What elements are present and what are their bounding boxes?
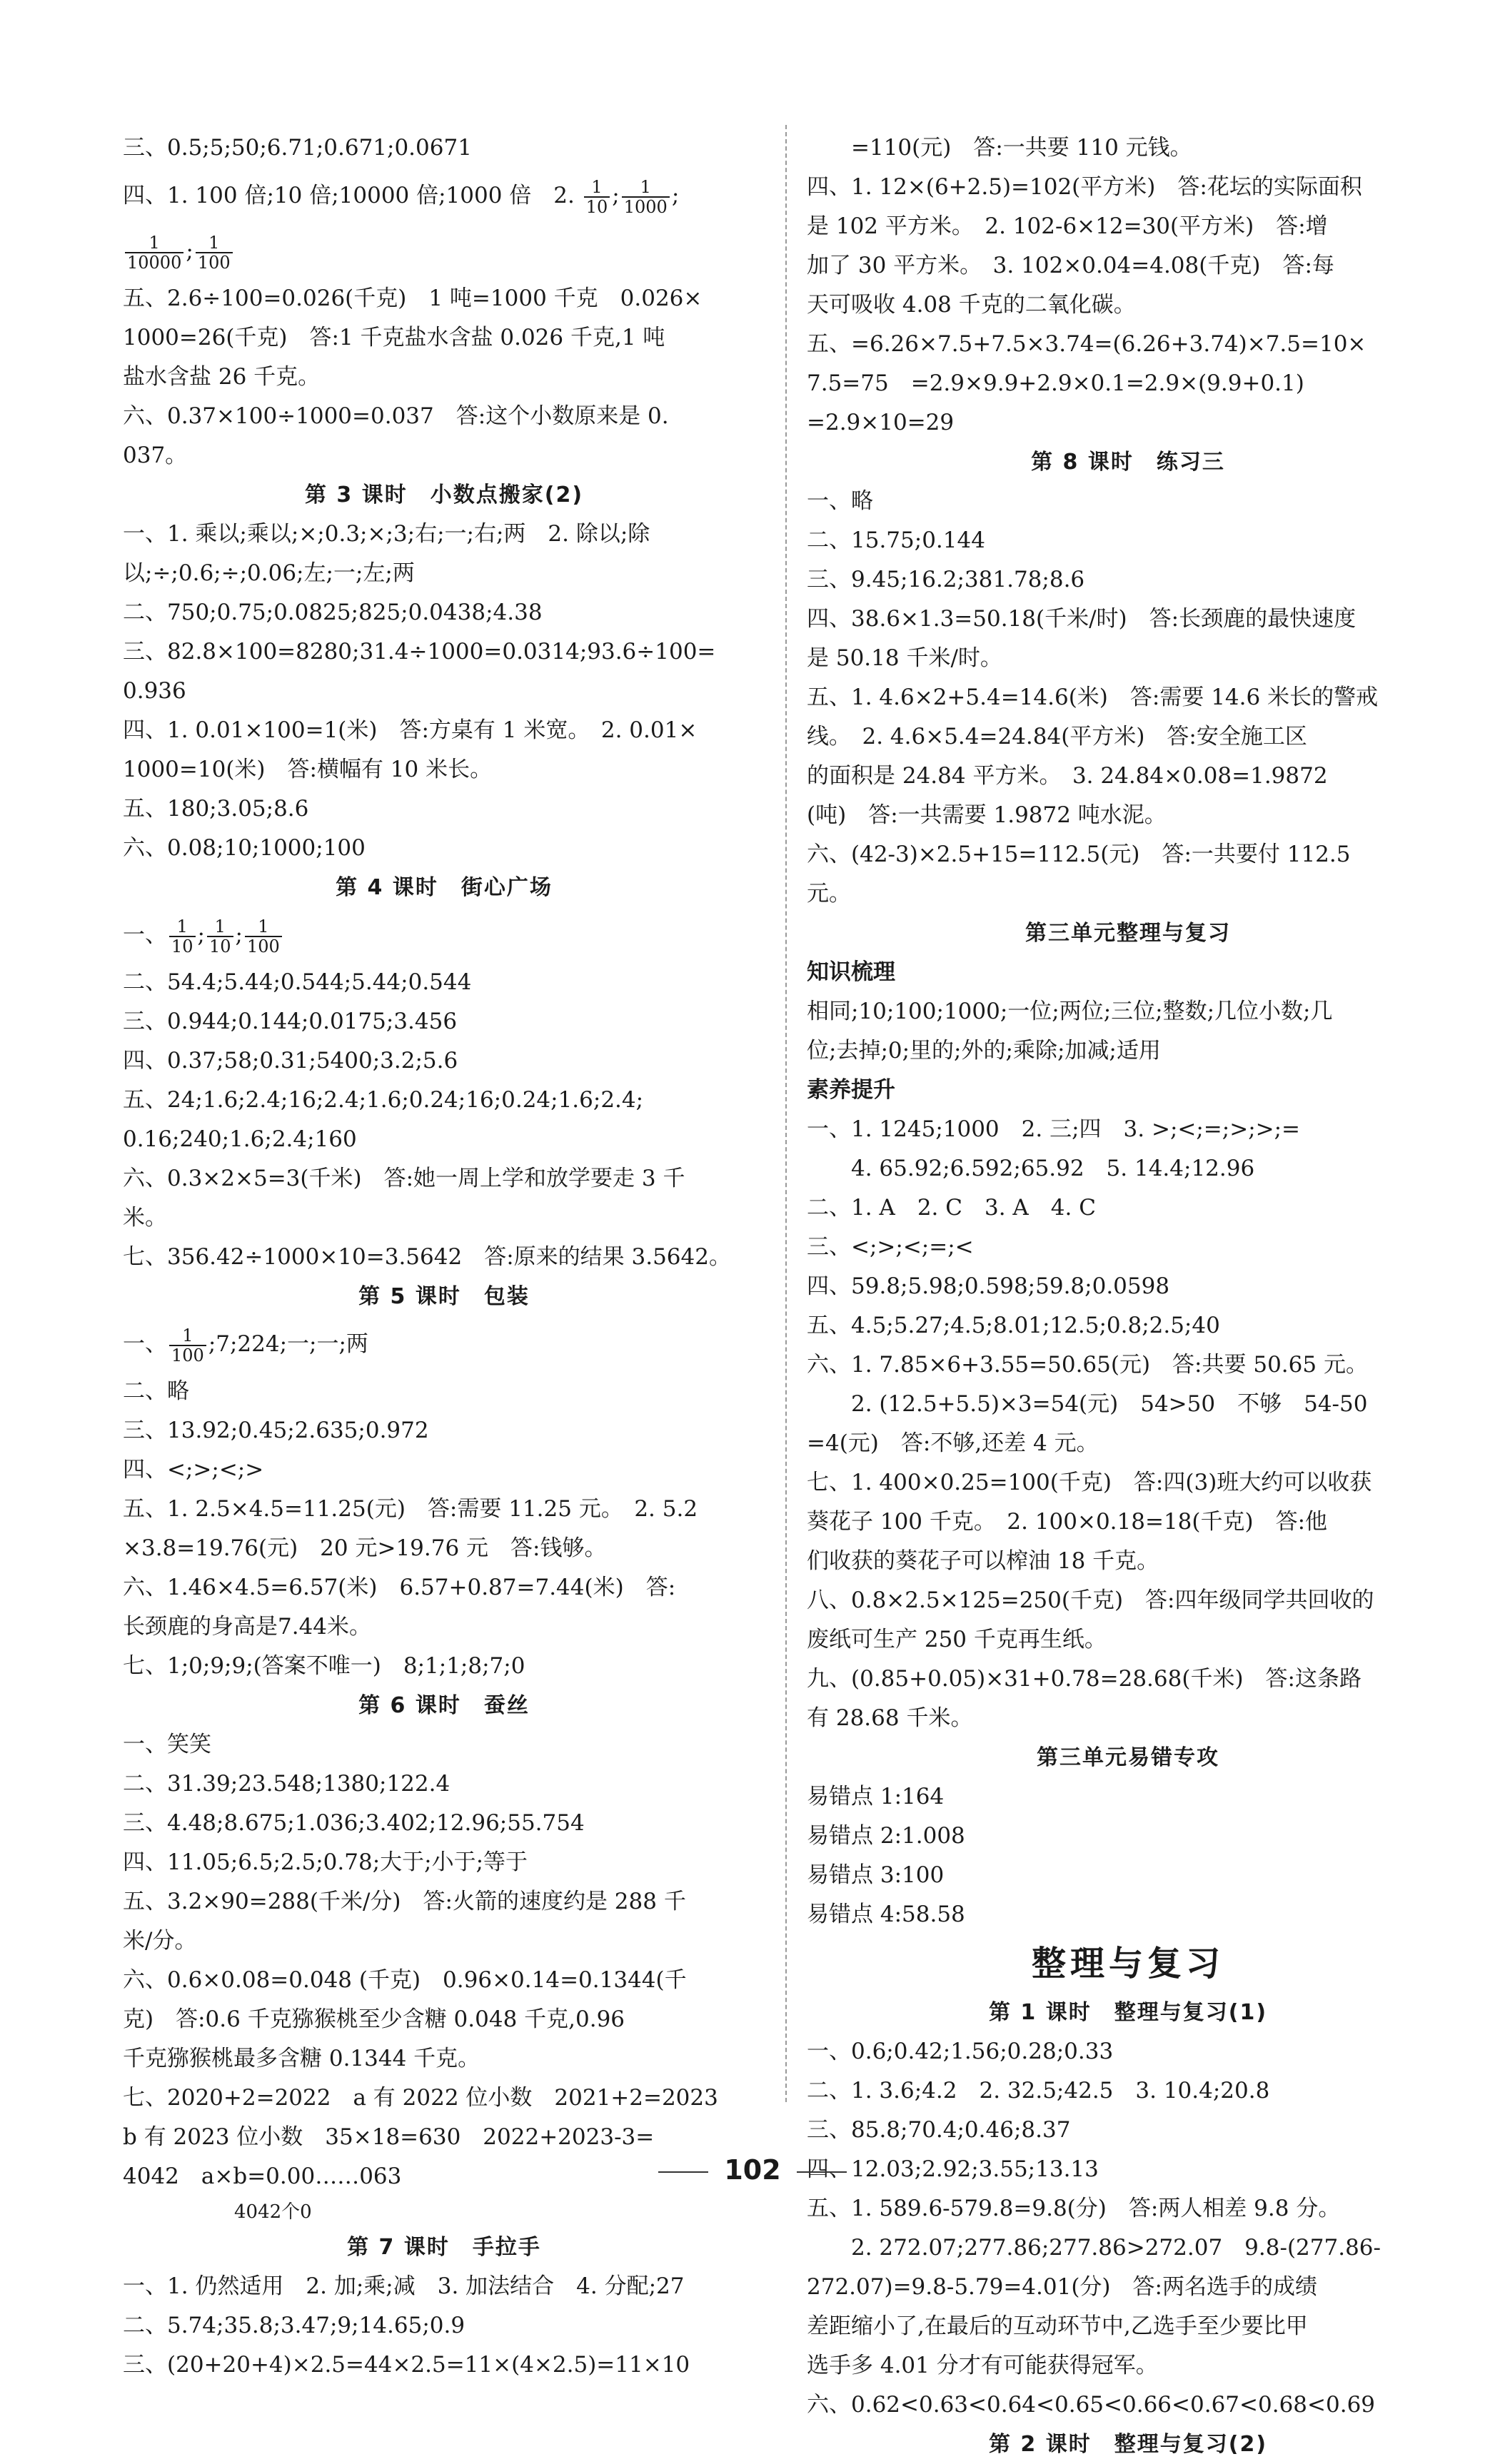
fraction-numerator: 1 [245, 917, 282, 937]
fraction-denominator: 10 [585, 196, 608, 217]
subsection-heading: 素养提升 [807, 1077, 895, 1103]
answer-line: 一、笑笑 [123, 1732, 211, 1757]
answer-line: 是 50.18 千米/时。 [807, 645, 1002, 671]
answer-line: 六、1. 7.85×6+3.55=50.65(元) 答:共要 50.65 元。 [807, 1352, 1368, 1378]
answer-line: 五、3.2×90=288(千米/分) 答:火箭的速度约是 288 千 [123, 1889, 686, 1914]
answer-line: 盐水含盐 26 千克。 [123, 364, 321, 390]
fraction-numerator: 1 [622, 178, 670, 198]
answer-line: 三、13.92;0.45;2.635;0.972 [123, 1418, 429, 1443]
answer-line: 们收获的葵花子可以榨油 18 千克。 [807, 1548, 1159, 1574]
fraction-numerator: 1 [584, 178, 610, 198]
answer-line: =110(元) 答:一共要 110 元钱。 [851, 135, 1192, 161]
answer-line: 是 102 平方米。 2. 102-6×12=30(平方米) 答:增 [807, 213, 1328, 239]
answer-line: 六、1.46×4.5=6.57(米) 6.57+0.87=7.44(米) 答: [123, 1575, 676, 1600]
fraction-numerator: 1 [169, 1326, 206, 1346]
answer-line: 037。 [123, 443, 188, 468]
answer-line: 的面积是 24.84 平方米。 3. 24.84×0.08=1.9872 [807, 763, 1328, 789]
right-column [807, 128, 1449, 2464]
section-heading: 第 6 课时 蚕丝 [358, 1693, 530, 1718]
answer-line: 七、356.42÷1000×10=3.5642 答:原来的结果 3.5642。 [123, 1244, 731, 1270]
column-divider [785, 125, 787, 2102]
answer-line: 二、略 [123, 1378, 189, 1404]
fraction [207, 917, 233, 956]
answer-line: 克) 答:0.6 千克猕猴桃至少含糖 0.048 千克,0.96 [123, 2006, 625, 2032]
section-heading: 第 2 课时 整理与复习(2) [988, 2432, 1268, 2457]
answer-line: 千克猕猴桃最多含糖 0.1344 千克。 [123, 2046, 480, 2071]
answer-line: 位;去掉;0;里的;外的;乘除;加减;适用 [807, 1038, 1161, 1064]
answer-line [123, 1316, 765, 1372]
answer-line: 四、12.03;2.92;3.55;13.13 [807, 2156, 1099, 2182]
answer-line: 天可吸收 4.08 千克的二氧化碳。 [807, 292, 1136, 318]
answer-line: 加了 30 平方米。 3. 102×0.04=4.08(千克) 答:每 [807, 253, 1334, 278]
answer-line: 易错点 1:164 [807, 1784, 945, 1809]
answer-line: 二、5.74;35.8;3.47;9;14.65;0.9 [123, 2313, 465, 2338]
fraction-denominator: 100 [247, 936, 280, 956]
answer-line: 线。 2. 4.6×5.4=24.84(平方米) 答:安全施工区 [807, 724, 1307, 749]
answer-line: 易错点 4:58.58 [807, 1902, 965, 1927]
answer-line [123, 907, 765, 963]
fraction-numerator: 1 [125, 233, 183, 253]
answer-line: 二、54.4;5.44;0.544;5.44;0.544 [123, 969, 472, 995]
answer-line: (吨) 答:一共需要 1.9872 吨水泥。 [807, 802, 1167, 828]
answer-line: 六、0.3×2×5=3(千米) 答:她一周上学和放学要走 3 千 [123, 1166, 685, 1191]
answer-line: 二、750;0.75;0.0825;825;0.0438;4.38 [123, 600, 543, 625]
left-column [123, 128, 765, 2385]
answer-text: ; [186, 238, 193, 264]
answer-line: 4042个0 [123, 2201, 312, 2223]
answer-line: 一、略 [807, 488, 873, 514]
answer-line: 四、0.37;58;0.31;5400;3.2;5.6 [123, 1048, 458, 1074]
answer-line: 三、<;>;<;=;< [807, 1234, 974, 1260]
answer-line: 米。 [123, 1205, 167, 1231]
answer-line: 二、1. A 2. C 3. A 4. C [807, 1195, 1096, 1221]
answer-line: =4(元) 答:不够,还差 4 元。 [807, 1430, 1099, 1456]
answer-line: 1000=26(千克) 答:1 千克盐水含盐 0.026 千克,1 吨 [123, 325, 665, 350]
section-heading: 第 5 课时 包装 [358, 1284, 530, 1309]
section-heading: 第三单元整理与复习 [1025, 921, 1231, 946]
chapter-title: 整理与复习 [1031, 1944, 1224, 1984]
answer-line: 五、1. 2.5×4.5=11.25(元) 答:需要 11.25 元。 2. 5.2 [123, 1496, 698, 1522]
answer-line: 一、1. 乘以;乘以;×;0.3;×;3;右;一;右;两 2. 除以;除 [123, 521, 650, 547]
answer-line: 五、4.5;5.27;4.5;8.01;12.5;0.8;2.5;40 [807, 1313, 1220, 1338]
answer-line: 七、1. 400×0.25=100(千克) 答:四(3)班大约可以收获 [807, 1470, 1372, 1495]
fraction-denominator: 10 [171, 936, 193, 956]
fraction [196, 233, 233, 272]
answer-line: 废纸可生产 250 千克再生纸。 [807, 1627, 1107, 1652]
answer-line: 九、(0.85+0.05)×31+0.78=28.68(千米) 答:这条路 [807, 1666, 1361, 1692]
answer-line: 一、0.6;0.42;1.56;0.28;0.33 [807, 2039, 1114, 2064]
answer-text: 四、1. 100 倍;10 倍;10000 倍;1000 倍 2. [123, 183, 582, 208]
answer-line: 五、1. 589.6-579.8=9.8(分) 答:两人相差 9.8 分。 [807, 2196, 1341, 2221]
answer-line: 三、82.8×100=8280;31.4÷1000=0.0314;93.6÷100= [123, 639, 716, 665]
fraction [169, 917, 196, 956]
fraction-numerator: 1 [196, 233, 233, 253]
answer-line: 三、0.944;0.144;0.0175;3.456 [123, 1009, 458, 1034]
answer-line: 六、(42-3)×2.5+15=112.5(元) 答:一共要付 112.5 [807, 842, 1351, 867]
answer-line: 易错点 2:1.008 [807, 1823, 965, 1849]
fraction [584, 178, 610, 216]
answer-line: 二、1. 3.6;4.2 2. 32.5;42.5 3. 10.4;20.8 [807, 2078, 1270, 2104]
answer-line: 7.5=75 =2.9×9.9+2.9×0.1=2.9×(9.9+0.1) [807, 370, 1304, 396]
answer-line: 八、0.8×2.5×125=250(千克) 答:四年级同学共回收的 [807, 1587, 1374, 1613]
answer-line: 有 28.68 千米。 [807, 1705, 973, 1731]
subsection-heading: 知识梳理 [807, 959, 895, 985]
answer-line: b 有 2023 位小数 35×18=630 2022+2023-3= [123, 2124, 655, 2150]
fraction-denominator: 10 [209, 936, 231, 956]
answer-line: 五、=6.26×7.5+7.5×3.74=(6.26+3.74)×7.5=10× [807, 331, 1366, 357]
fraction [245, 917, 282, 956]
answer-line: 四、11.05;6.5;2.5;0.78;大于;小于;等于 [123, 1849, 528, 1875]
answer-line: 选手多 4.01 分才有可能获得冠军。 [807, 2353, 1158, 2378]
answer-line: 四、38.6×1.3=50.18(千米/时) 答:长颈鹿的最快速度 [807, 606, 1356, 632]
fraction-denominator: 100 [197, 252, 231, 273]
answer-line: 差距缩小了,在最后的互动环节中,乙选手至少要比甲 [807, 2313, 1308, 2339]
answer-line: 四、59.8;5.98;0.598;59.8;0.0598 [807, 1273, 1170, 1299]
answer-text: ; [197, 922, 205, 948]
answer-line: 二、15.75;0.144 [807, 527, 985, 553]
answer-line: 三、9.45;16.2;381.78;8.6 [807, 567, 1085, 592]
answer-line: 相同;10;100;1000;一位;两位;三位;整数;几位小数;几 [807, 999, 1333, 1024]
answer-line [123, 223, 765, 279]
answer-line: 0.16;240;1.6;2.4;160 [123, 1126, 357, 1152]
page-number: 102 [0, 2154, 1505, 2186]
answer-line: 一、1. 仍然适用 2. 加;乘;减 3. 加法结合 4. 分配;27 [123, 2273, 685, 2299]
answer-line: =2.9×10=29 [807, 410, 955, 435]
answer-line: 五、180;3.05;8.6 [123, 796, 309, 822]
answer-line: 六、0.62<0.63<0.64<0.65<0.66<0.67<0.68<0.69 [807, 2392, 1376, 2418]
fraction-denominator: 100 [171, 1345, 204, 1365]
answer-line: 七、2020+2=2022 a 有 2022 位小数 2021+2=2023 [123, 2085, 718, 2111]
answer-line: 三、85.8;70.4;0.46;8.37 [807, 2117, 1071, 2143]
fraction-numerator: 1 [169, 917, 196, 937]
answer-line: ×3.8=19.76(元) 20 元>19.76 元 答:钱够。 [123, 1535, 607, 1561]
fraction-numerator: 1 [207, 917, 233, 937]
fraction-denominator: 1000 [623, 196, 668, 217]
section-heading: 第三单元易错专攻 [1037, 1745, 1219, 1770]
answer-line: 葵花子 100 千克。 2. 100×0.18=18(千克) 答:他 [807, 1509, 1328, 1535]
answer-line [123, 168, 765, 223]
answer-line: 4042 a×b=0.00……063 [123, 2163, 402, 2189]
answer-line: 六、0.6×0.08=0.048 (千克) 0.96×0.14=0.1344(千 [123, 1967, 687, 1993]
answer-line: 四、1. 0.01×100=1(米) 答:方桌有 1 米宽。 2. 0.01× [123, 717, 698, 743]
fraction [622, 178, 670, 216]
answer-line: 四、1. 12×(6+2.5)=102(平方米) 答:花坛的实际面积 [807, 174, 1362, 200]
fraction-denominator: 10000 [127, 252, 182, 273]
section-heading: 第 8 课时 练习三 [1031, 450, 1225, 475]
answer-line: 4. 65.92;6.592;65.92 5. 14.4;12.96 [851, 1156, 1255, 1181]
section-heading: 第 1 课时 整理与复习(1) [988, 2000, 1268, 2025]
answer-line: 四、<;>;<;> [123, 1457, 264, 1483]
answer-line: 1000=10(米) 答:横幅有 10 米长。 [123, 757, 493, 782]
answer-line: 五、2.6÷100=0.026(千克) 1 吨=1000 千克 0.026× [123, 286, 703, 311]
answer-line: 六、0.08;10;1000;100 [123, 835, 366, 861]
answer-text: ; [612, 183, 620, 208]
answer-line: 五、24;1.6;2.4;16;2.4;1.6;0.24;16;0.24;1.6;2.4; [123, 1087, 644, 1113]
answer-line: 米/分。 [123, 1928, 197, 1954]
answer-line: 0.936 [123, 678, 186, 704]
answer-line: 六、0.37×100÷1000=0.037 答:这个小数原来是 0. [123, 403, 669, 429]
answer-line: 2. (12.5+5.5)×3=54(元) 54>50 不够 54-50 [851, 1391, 1368, 1417]
answer-line: 三、(20+20+4)×2.5=44×2.5=11×(4×2.5)=11×10 [123, 2352, 690, 2378]
answer-line: 长颈鹿的身高是7.44米。 [123, 1614, 372, 1640]
answer-text: ;7;224;一;一;两 [208, 1331, 368, 1357]
section-heading: 第 4 课时 街心广场 [336, 875, 553, 900]
section-heading: 第 7 课时 手拉手 [347, 2235, 541, 2260]
answer-line: 五、1. 4.6×2+5.4=14.6(米) 答:需要 14.6 米长的警戒 [807, 685, 1379, 710]
answer-line: 易错点 3:100 [807, 1862, 945, 1888]
answer-line: 以;÷;0.6;÷;0.06;左;一;左;两 [123, 560, 415, 586]
answer-line: 七、1;0;9;9;(答案不唯一) 8;1;1;8;7;0 [123, 1653, 525, 1679]
answer-line: 三、4.48;8.675;1.036;3.402;12.96;55.754 [123, 1810, 585, 1836]
answer-line: 三、0.5;5;50;6.71;0.671;0.0671 [123, 135, 472, 161]
fraction [125, 233, 183, 272]
answer-line: 2. 272.07;277.86;277.86>272.07 9.8-(277.86- [851, 2235, 1381, 2261]
answer-line: 272.07)=9.8-5.79=4.01(分) 答:两名选手的成绩 [807, 2274, 1317, 2300]
answer-line: 一、1. 1245;1000 2. 三;四 3. >;<;=;>;>;= [807, 1116, 1301, 1142]
answer-line: 元。 [807, 881, 851, 907]
answer-line: 二、31.39;23.548;1380;122.4 [123, 1771, 451, 1797]
answer-text: 一、 [123, 922, 167, 948]
answer-text: 一、 [123, 1331, 167, 1357]
answer-text: ; [235, 922, 243, 948]
section-heading: 第 3 课时 小数点搬家(2) [304, 483, 584, 508]
fraction [169, 1326, 206, 1365]
answer-text: ; [671, 183, 680, 208]
